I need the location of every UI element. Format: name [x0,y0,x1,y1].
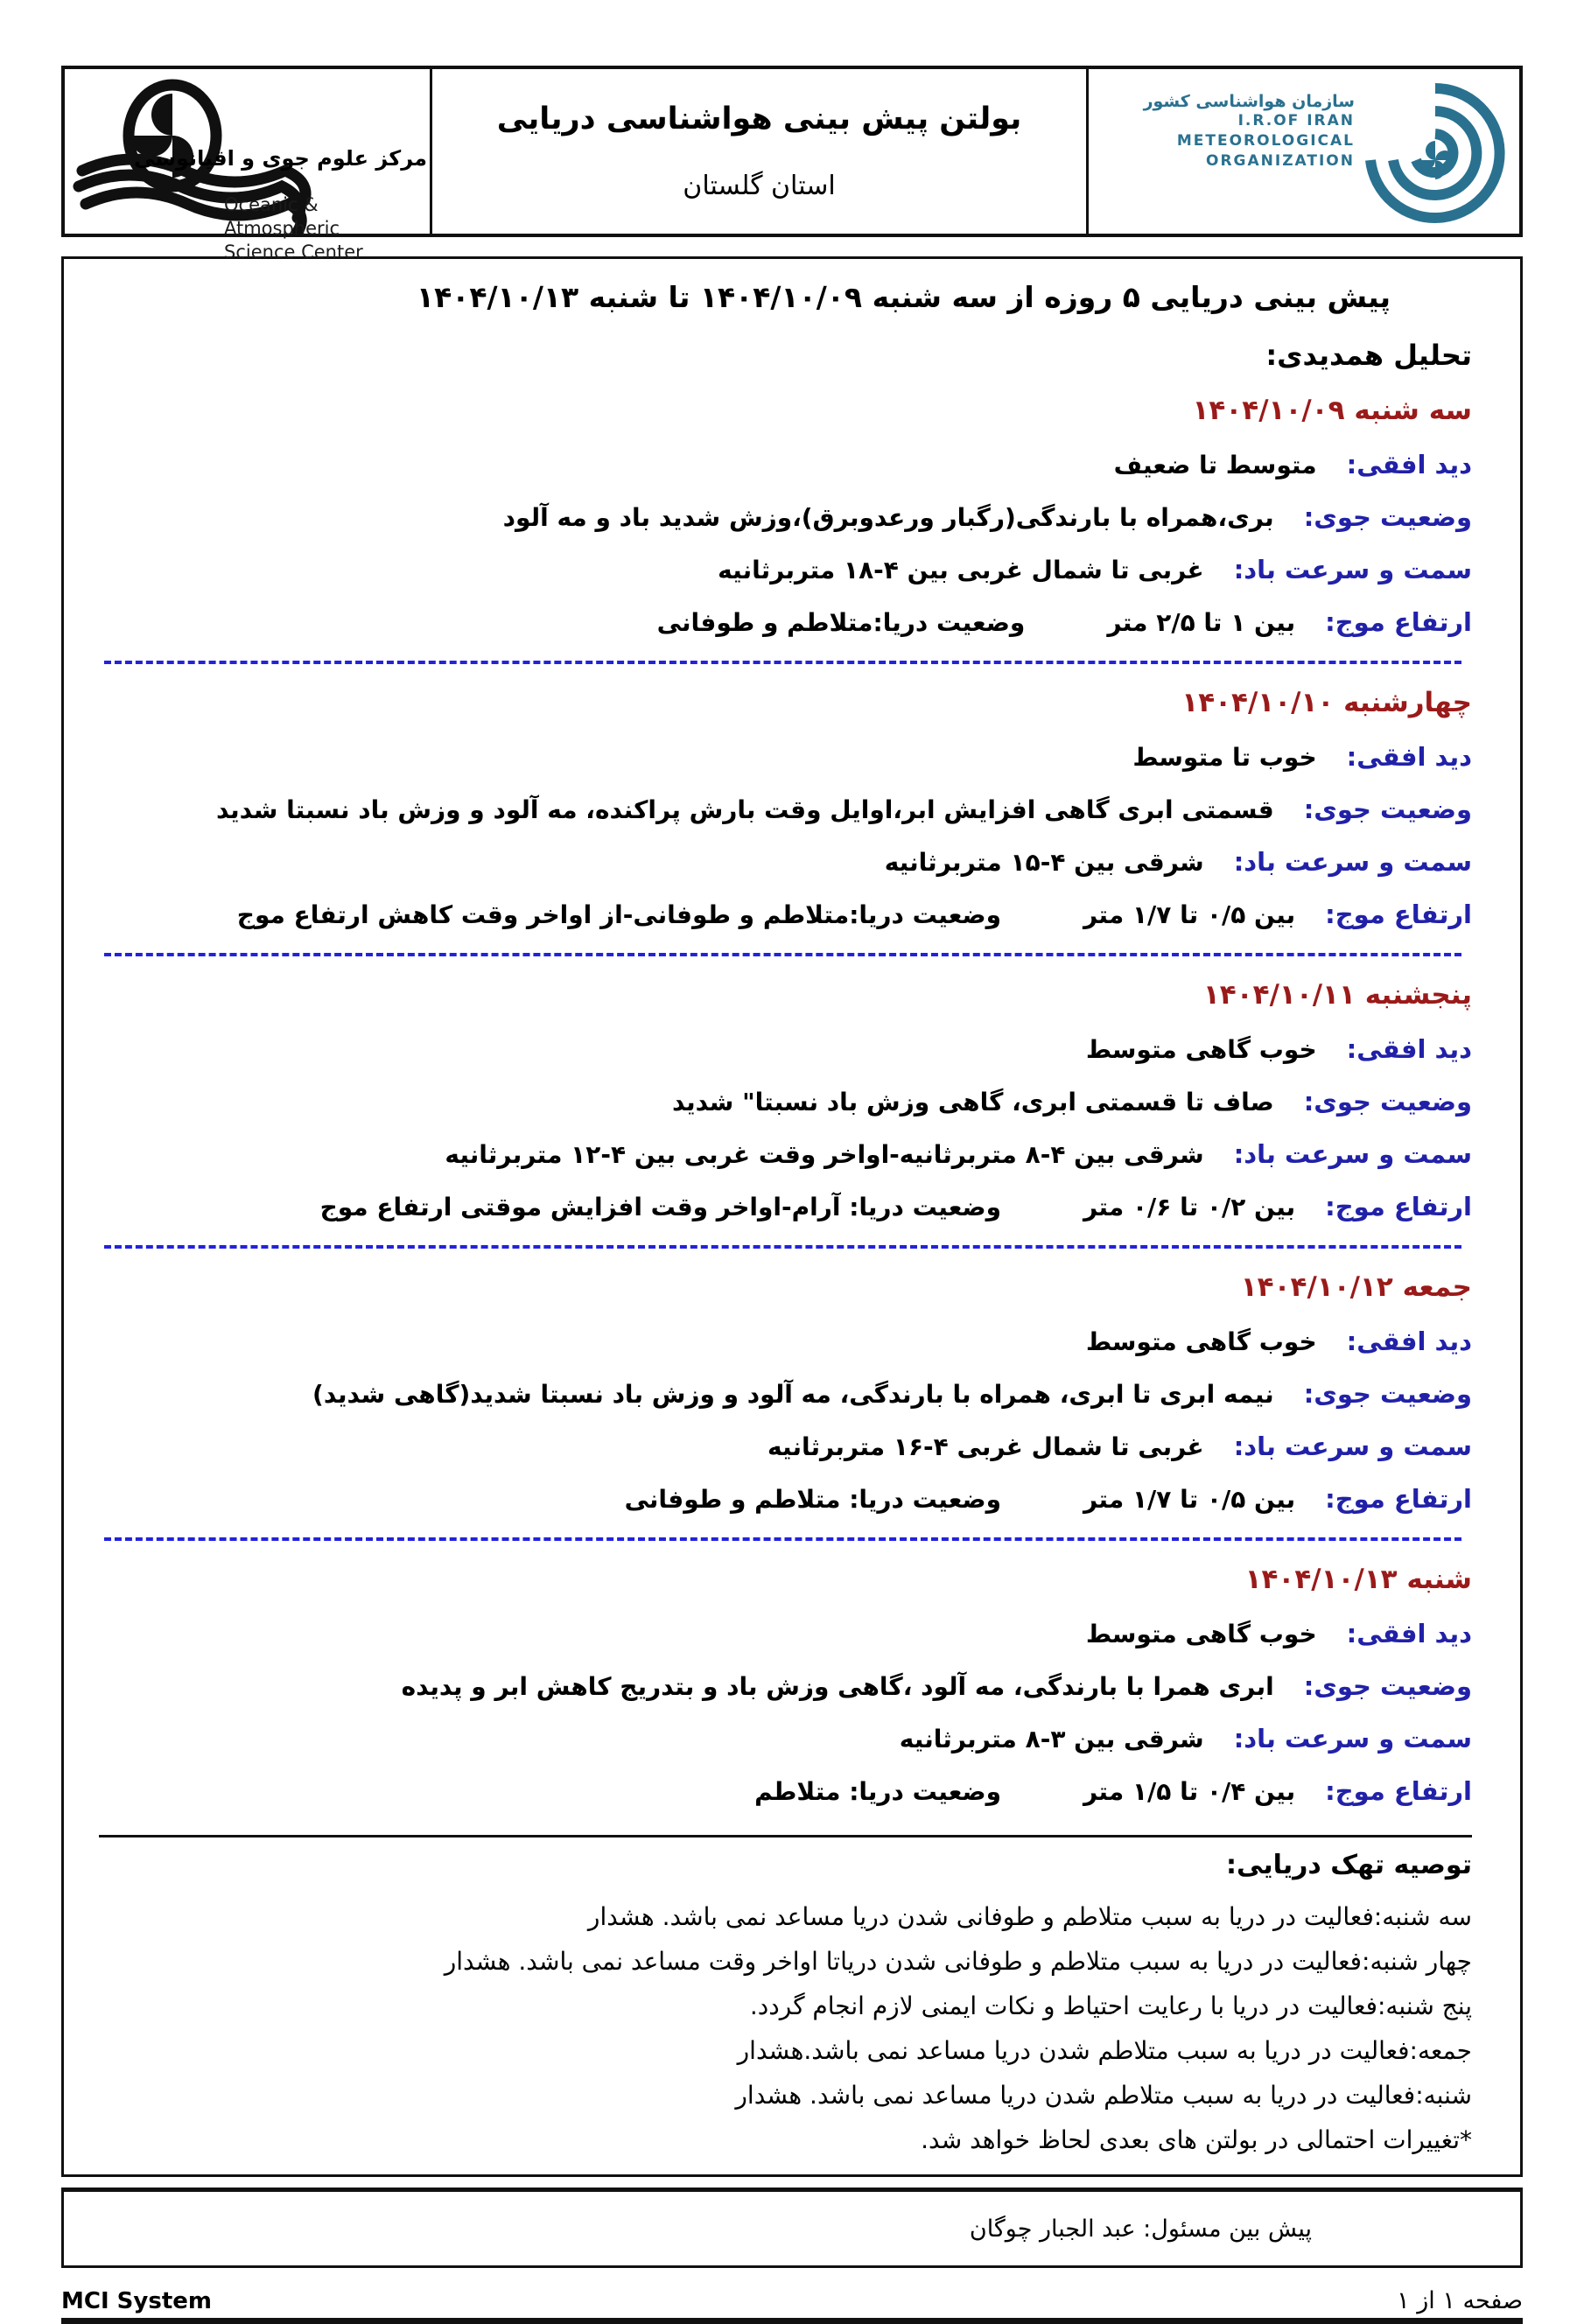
marine-recommendation-heading: توصیه تهک دریایی: [1226,1850,1472,1880]
day-separator [104,1245,1461,1249]
day-heading: شنبه ۱۴۰۴/۱۰/۱۳ [1244,1564,1472,1595]
visibility-row [99,1607,1472,1660]
weather-value: صاف تا قسمتی ابری، گاهی وزش باد نسبتا" شدید [671,1087,1274,1116]
day-forecast-block [99,979,1472,1249]
day-separator [104,1537,1461,1541]
day-heading: سه شنبه ۱۴۰۴/۱۰/۰۹ [1192,395,1472,426]
weather-row [99,783,1472,836]
wave-height-value: بین ۰/۲ تا ۰/۶ متر [1083,1192,1296,1222]
weather-label: وضعیت جوی: [1303,502,1472,532]
wave-height-value: بین ۰/۴ تا ۱/۵ متر [1083,1776,1296,1806]
header-title: بولتن پیش بینی هواشناسی دریایی [496,102,1022,137]
weather-label: وضعیت جوی: [1303,794,1472,824]
weather-label: وضعیت جوی: [1303,1379,1472,1409]
weather-row [99,1075,1472,1128]
wave-height-value: بین ۰/۵ تا ۱/۷ متر [1083,900,1296,929]
weather-value: بری،همراه با بارندگی(رگبار ورعدوبرق)،وزش شدید باد و مه آلود [502,502,1274,532]
wind-label: سمت و سرعت باد: [1233,555,1472,584]
daily-forecast-list [99,395,1472,1817]
visibility-label: دید افقی: [1346,1034,1472,1064]
irimo-en-line1: I.R.OF IRAN [1237,112,1355,130]
wind-label: سمت و سرعت باد: [1233,847,1472,877]
wind-row [99,1712,1472,1765]
page-indicator: صفحه ۱ از ۱ [1397,2287,1523,2314]
visibility-label: دید افقی: [1346,742,1472,772]
forecast-body [61,256,1523,2177]
sea-state-value: وضعیت دریا:متلاطم و طوفانی-از اواخر وقت کاهش ارتفاع موج [236,900,1001,929]
day-heading: پنجشنبه ۱۴۰۴/۱۰/۱۱ [1202,979,1472,1011]
wave-row [99,1765,1472,1817]
irimo-en-line2: METEOROLOGICAL [1176,132,1355,150]
left-logo-cell [65,69,432,262]
visibility-value: خوب گاهی متوسط [1085,1619,1317,1648]
page-footer [61,2287,1523,2314]
wave-height-value: بین ۱ تا ۲/۵ متر [1107,607,1296,637]
wave-height-label: ارتفاع موج: [1325,1776,1472,1806]
weather-value: قسمتی ابری گاهی افزایش ابر،اوایل وقت بارش پراکنده، مه آلود و وزش باد نسبتا شدید [215,794,1274,824]
wave-height-label: ارتفاع موج: [1325,1192,1472,1222]
recommendation-list [99,1894,1472,2162]
wave-height-label: ارتفاع موج: [1325,1484,1472,1514]
wind-value: غربی تا شمال غربی ۴-۱۶ متربرثانیه [767,1432,1204,1461]
visibility-row [99,438,1472,491]
forecaster-box [61,2188,1523,2268]
responsible-forecaster: پیش بین مسئول: عبد الجبار چوگان [969,2215,1312,2243]
irimo-en-line3: ORGANIZATION [1206,152,1355,170]
visibility-row [99,731,1472,783]
synoptic-analysis-heading: تحلیل همدیدی: [1265,339,1472,372]
day-heading: جمعه ۱۴۰۴/۱۰/۱۲ [1240,1271,1472,1303]
footer-rule [61,2318,1523,2324]
wave-row [99,596,1472,648]
sea-state-value: وضعیت دریا: آرام-اواخر وقت افزایش موقتی ارتفاع موج [319,1192,1001,1222]
visibility-value: متوسط تا ضعیف [1113,450,1317,480]
header-title-cell [432,69,1089,234]
wave-row [99,888,1472,941]
wind-row [99,1128,1472,1180]
recommendation-line: پنج شنبه:فعالیت در دریا با رعایت احتیاط و نکات ایمنی لازم انجام گردد. [749,1992,1472,2020]
day-forecast-block [99,395,1472,664]
recommendation-line: سه شنبه:فعالیت در دریا به سبب متلاطم و طوفانی شدن دریا مساعد نمی باشد. هشدار [587,1902,1472,1931]
weather-label: وضعیت جوی: [1303,1671,1472,1701]
wind-value: شرقی بین ۴-۱۵ متربرثانیه [884,847,1204,877]
irimo-spiral-logo-icon [1358,76,1507,235]
wind-row [99,543,1472,596]
wave-height-value: بین ۰/۵ تا ۱/۷ متر [1083,1484,1296,1514]
recommendation-line: چهار شنبه:فعالیت در دریا به سبب متلاطم و طوفانی شدن دریاتا اواخر وقت مساعد نمی باشد. هشدار [444,1947,1472,1976]
wind-label: سمت و سرعت باد: [1233,1139,1472,1169]
weather-value: ابری همرا با بارندگی، مه آلود ،گاهی وزش باد و بتدریج کاهش ابر و پدیده [401,1671,1274,1701]
weather-row [99,491,1472,543]
left-logo-fa-title: مرکز علوم جوی و اقیانوسی [134,146,427,171]
visibility-value: خوب گاهی متوسط [1085,1326,1317,1356]
recommendation-divider [99,1835,1472,1838]
wind-row [99,836,1472,888]
sea-state-value: وضعیت دریا: متلاطم [754,1776,1001,1806]
left-logo-en-title [224,193,427,264]
left-logo-text [134,146,427,264]
wind-label: سمت و سرعت باد: [1233,1724,1472,1754]
weather-value: نیمه ابری تا ابری، همراه با بارندگی، مه آلود و وزش باد نسبتا شدید(گاهی شدید) [312,1379,1274,1409]
wind-value: غربی تا شمال غربی بین ۴-۱۸ متربرثانیه [718,555,1204,584]
wind-value: شرقی بین ۴-۸ متربرثانیه-اواخر وقت غربی بین ۴-۱۲ متربرثانیه [445,1139,1204,1169]
sea-state-value: وضعیت دریا: متلاطم و طوفانی [624,1484,1001,1514]
day-heading: چهارشنبه ۱۴۰۴/۱۰/۱۰ [1181,687,1472,718]
visibility-label: دید افقی: [1346,1326,1472,1356]
right-logo-cell [1089,69,1519,234]
left-logo-en-line1: Oceanic & Atmospheric [224,194,340,239]
day-forecast-block [99,1271,1472,1541]
visibility-row [99,1315,1472,1368]
weather-label: وضعیت جوی: [1303,1087,1472,1116]
recommendation-line: *تغییرات احتمالی در بولتن های بعدی لحاظ خواهد شد. [921,2125,1472,2154]
sea-state-value: وضعیت دریا:متلاطم و طوفانی [656,607,1026,637]
wind-value: شرقی بین ۳-۸ متربرثانیه [899,1724,1204,1754]
wind-row [99,1420,1472,1473]
wind-label: سمت و سرعت باد: [1233,1432,1472,1461]
irimo-fa-title: سازمان هواشناسی کشور [1143,92,1355,111]
weather-row [99,1660,1472,1712]
day-separator [104,661,1461,664]
weather-row [99,1368,1472,1420]
recommendation-line: شنبه:فعالیت در دریا به سبب متلاطم شدن دریا مساعد نمی باشد. هشدار [735,2081,1472,2110]
left-logo-en-line2: Science Center [224,242,363,262]
header [61,66,1523,262]
wave-height-label: ارتفاع موج: [1325,900,1472,929]
visibility-value: خوب گاهی متوسط [1085,1034,1317,1064]
irimo-logo-text [1144,92,1355,172]
recommendation-line: جمعه:فعالیت در دریا به سبب متلاطم شدن دریا مساعد نمی باشد.هشدار [737,2036,1472,2065]
bulletin-title: پیش بینی دریایی ۵ روزه از سه شنبه ۱۴۰۴/۱۰/۰۹ تا شنبه ۱۴۰۴/۱۰/۱۳ [416,280,1391,314]
day-separator [104,953,1461,956]
visibility-label: دید افقی: [1346,450,1472,480]
visibility-value: خوب تا متوسط [1132,742,1317,772]
visibility-label: دید افقی: [1346,1619,1472,1648]
day-forecast-block [99,1564,1472,1817]
wave-row [99,1180,1472,1233]
day-forecast-block [99,687,1472,956]
visibility-row [99,1023,1472,1075]
system-name: MCI System [61,2288,212,2314]
wave-row [99,1473,1472,1525]
header-subtitle: استان گلستان [683,170,836,201]
wave-height-label: ارتفاع موج: [1325,607,1472,637]
